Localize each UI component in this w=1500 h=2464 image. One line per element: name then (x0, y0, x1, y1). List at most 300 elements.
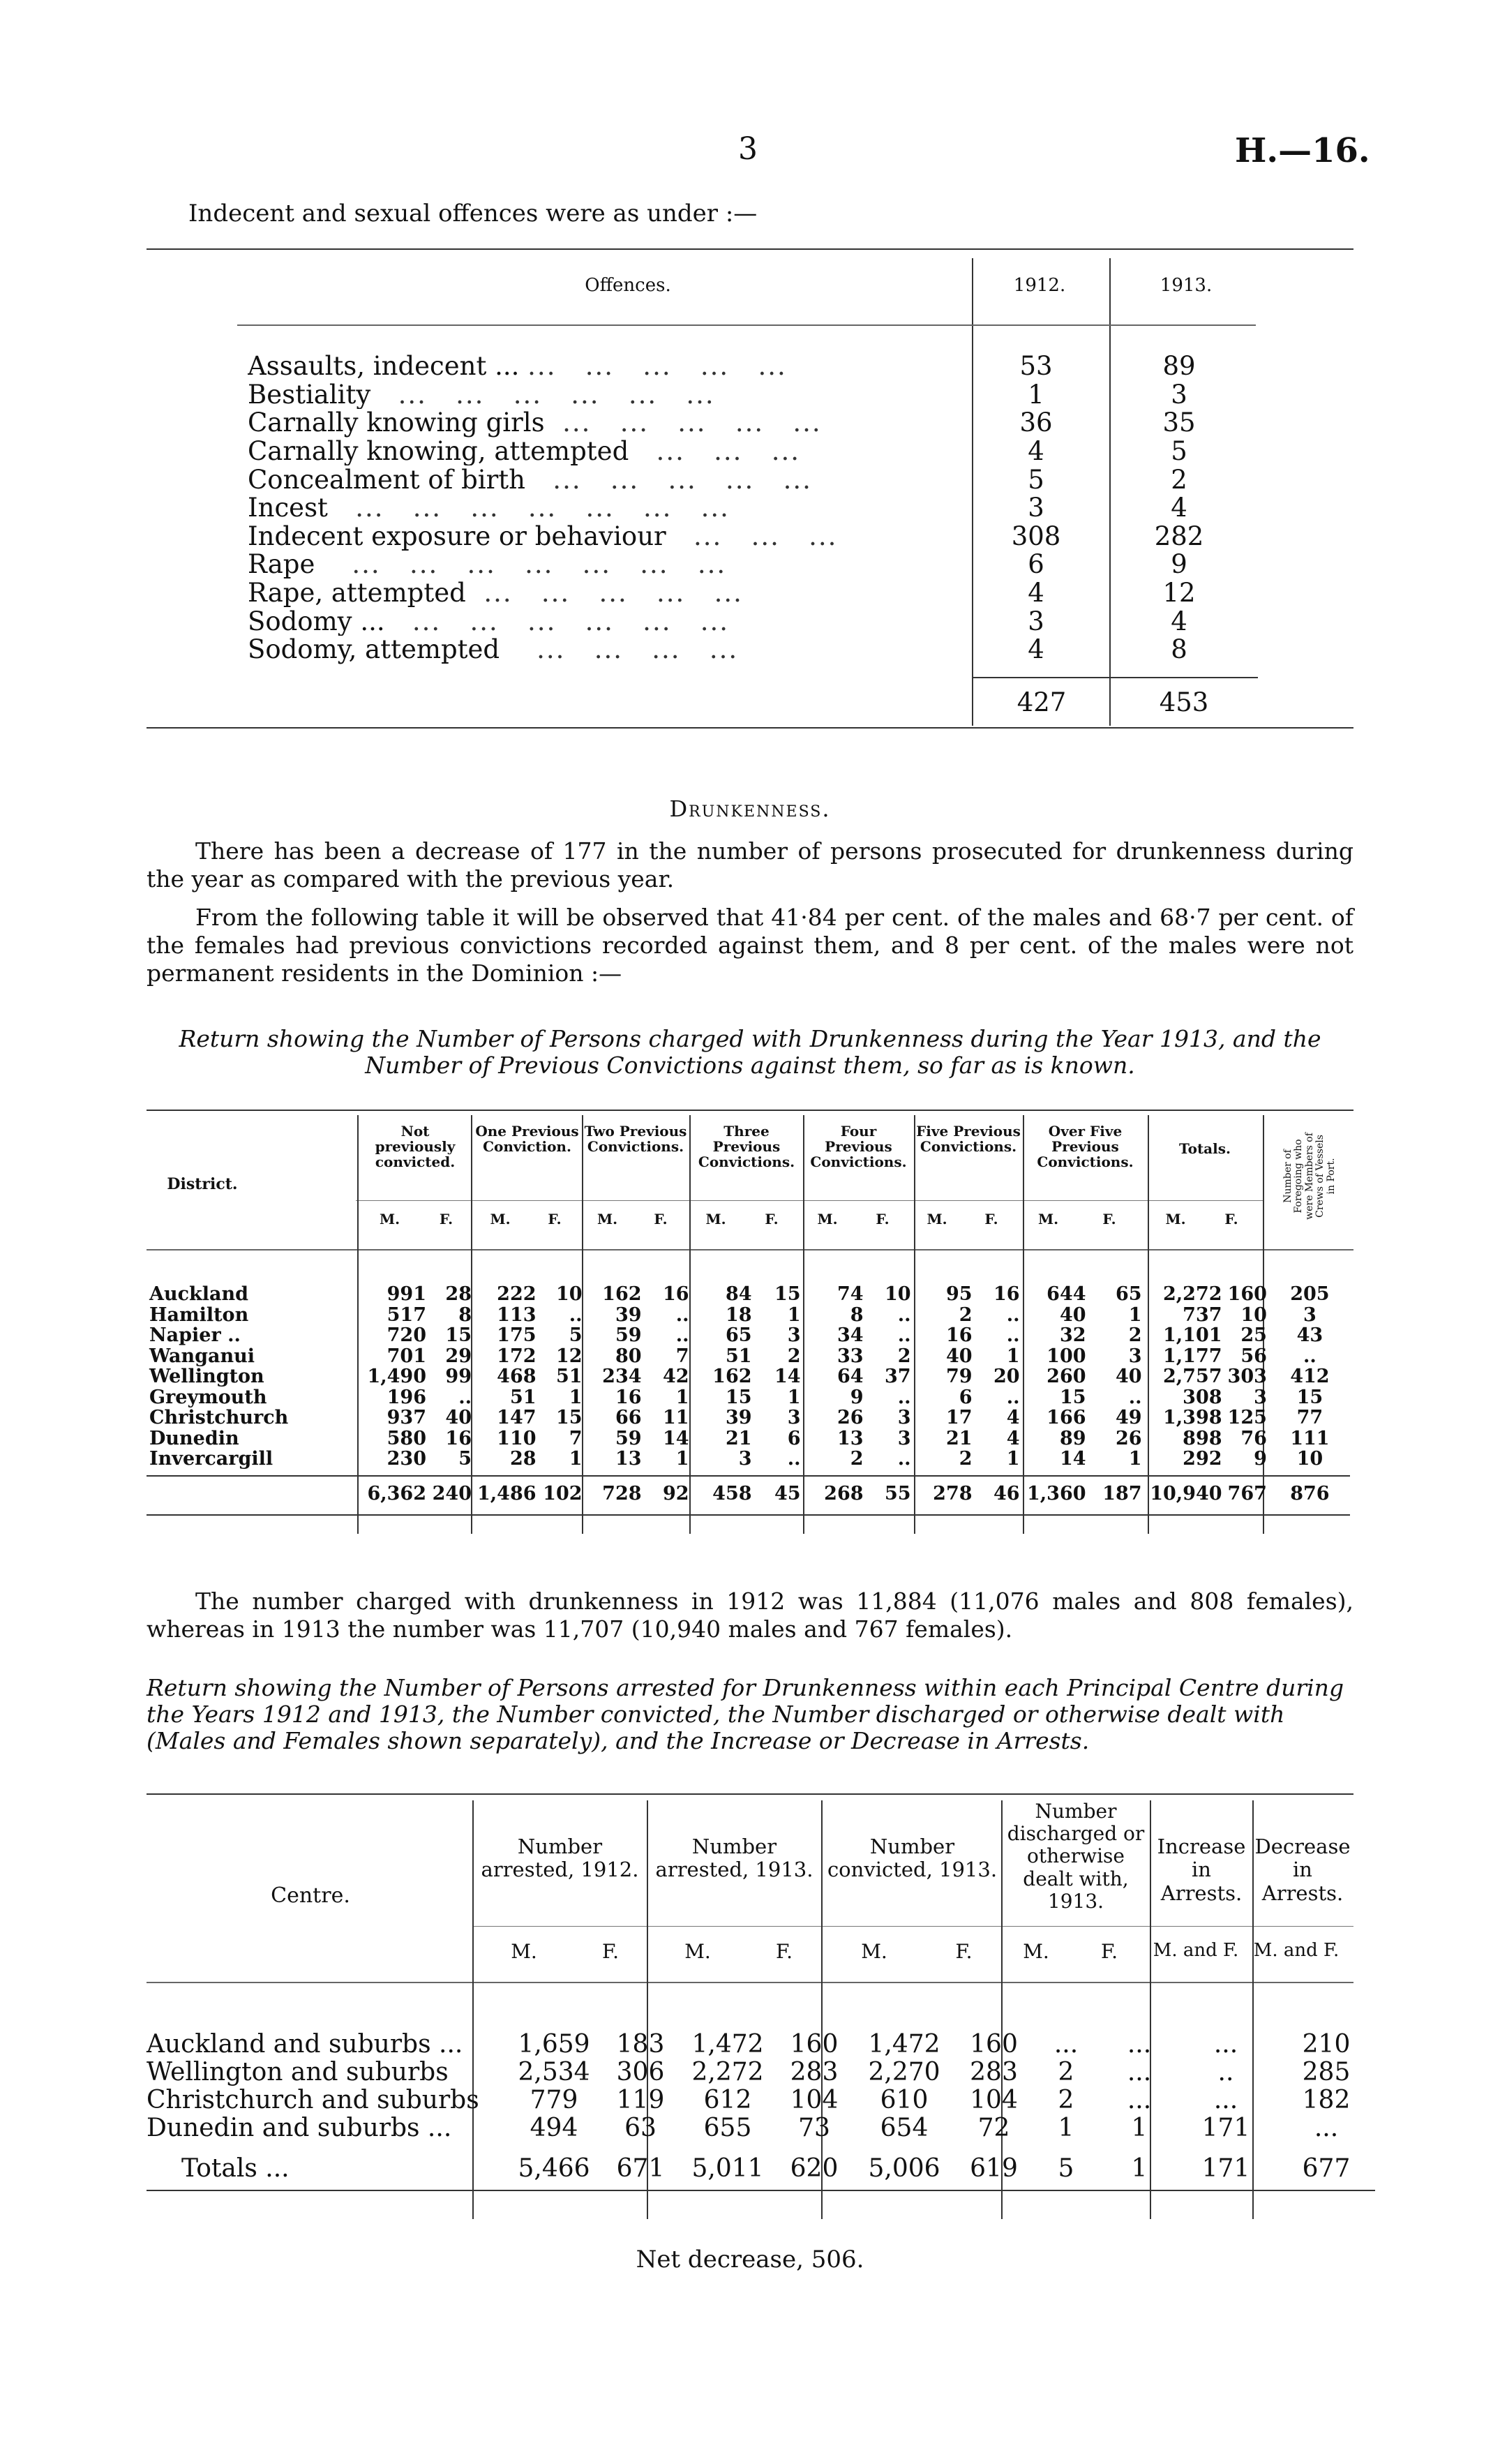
value-1913: 5 (1171, 436, 1187, 467)
table-cell: 205 (1290, 1283, 1330, 1306)
f-header: F. (876, 1211, 890, 1227)
table-cell: 77 (1296, 1407, 1323, 1429)
table-cell: 40 (445, 1407, 472, 1429)
m-header: M. (1037, 1211, 1059, 1227)
value-1913: 2 (1171, 464, 1187, 495)
m-header: M. (379, 1211, 400, 1227)
total-1912: 427 (1017, 687, 1067, 717)
table-cell: 196 (387, 1386, 426, 1408)
offences-header: Offences. (585, 275, 671, 296)
table-cell: 15 (1296, 1386, 1323, 1408)
table-cell: 1 (1131, 2114, 1148, 2142)
total-cell: 767 (1227, 1483, 1267, 1504)
table-cell: 10 (555, 1283, 583, 1306)
table-row (147, 1284, 1350, 1305)
table-cell: 412 (1290, 1366, 1330, 1388)
table-cell: 17 (945, 1407, 973, 1429)
table-cell: 15 (774, 1283, 801, 1306)
table-cell: 104 (970, 2086, 1018, 2114)
table-cell: 2 (897, 1345, 911, 1367)
table-cell: 14 (662, 1427, 689, 1449)
table-cell: 34 (837, 1324, 864, 1347)
table-cell: 2 (1058, 2086, 1074, 2114)
table-cell: 160 (1227, 1283, 1267, 1306)
table-row: Carnally knowing girls ... ... ... ... ... 36 35 (248, 409, 1252, 438)
table-cell: 283 (790, 2058, 839, 2086)
f-header: F. (955, 1940, 973, 1963)
value-1912: 4 (1028, 436, 1044, 467)
table-cell: 76 (1240, 1427, 1267, 1449)
arr1913-header: Number arrested, 1913. (655, 1835, 813, 1882)
table-cell: 1,101 (1163, 1324, 1222, 1347)
m-header: M. (1023, 1940, 1049, 1963)
table-rule (356, 1200, 1263, 1201)
table-row (147, 2031, 1375, 2059)
report-id: H.—16. (1235, 131, 1370, 170)
offence-name: Rape (248, 551, 315, 579)
table-cell: 16 (945, 1324, 973, 1347)
table-cell: 63 (624, 2114, 657, 2142)
table-cell: 182 (1302, 2086, 1351, 2114)
centre-name: Christchurch and suburbs (147, 2086, 479, 2114)
table-cell: 125 (1227, 1407, 1267, 1429)
table-cell: 230 (387, 1448, 426, 1470)
table-cell: 260 (1047, 1366, 1086, 1388)
table-rule (972, 677, 1258, 678)
totals-header: Totals. (1179, 1140, 1231, 1157)
increase-header: Increase in Arrests. (1157, 1835, 1246, 1905)
total-cell: 619 (970, 2154, 1018, 2183)
table-cell: 612 (703, 2086, 752, 2114)
table-cell: 655 (703, 2114, 752, 2142)
table-cell: 937 (387, 1407, 426, 1429)
total-cell: 171 (1201, 2154, 1250, 2183)
table-cell: .. (1006, 1324, 1020, 1347)
table-cell: 1 (675, 1448, 689, 1470)
f-header: F. (654, 1211, 668, 1227)
total-cell: 728 (602, 1483, 642, 1504)
totals-label: Totals ... (181, 2154, 290, 2183)
table-cell: 32 (1059, 1324, 1086, 1347)
table-cell: 10 (1240, 1304, 1267, 1326)
total-cell: 620 (790, 2154, 839, 2183)
one-prev-header: One Previous Conviction. (475, 1123, 579, 1155)
value-1912: 6 (1028, 549, 1044, 580)
three-prev-header: Three Previous Convictions. (698, 1123, 795, 1170)
table-cell: 29 (445, 1345, 472, 1367)
table-cell: 25 (1240, 1324, 1267, 1347)
m-header: M. (597, 1211, 618, 1227)
table-cell: 1,472 (868, 2030, 940, 2059)
table-rule (147, 727, 1353, 729)
crews-header-box (1266, 1120, 1353, 1232)
table-rule (147, 1793, 1353, 1795)
table-cell: 160 (790, 2030, 839, 2059)
m-header: M. (1165, 1211, 1186, 1227)
f-header: F. (548, 1211, 562, 1227)
m-header: M. (511, 1940, 537, 1963)
table-cell: 779 (530, 2086, 578, 2114)
table-cell: ... (1127, 2086, 1152, 2114)
table-row (147, 2114, 1375, 2142)
total-cell: 240 (432, 1483, 472, 1504)
table-cell: 16 (615, 1386, 642, 1408)
table-cell: 43 (1296, 1324, 1323, 1347)
total-cell: 671 (616, 2154, 665, 2183)
total-cell: 6,362 (367, 1483, 426, 1504)
table-cell: 72 (977, 2114, 1010, 2142)
table-cell: 5 (458, 1448, 472, 1470)
table-cell: 2,757 (1163, 1366, 1222, 1388)
table-cell: 222 (497, 1283, 537, 1306)
table-cell: 65 (1115, 1283, 1142, 1306)
f-header: F. (1101, 1940, 1118, 1963)
value-1912: 4 (1028, 634, 1044, 665)
table-cell: 51 (725, 1345, 752, 1367)
table-cell: ... (1127, 2058, 1152, 2086)
table-row: Indecent exposure or behaviour ... ... ... 308 282 (248, 523, 1252, 551)
table-cell: .. (1006, 1304, 1020, 1326)
offence-name: Assaults, indecent ... (248, 352, 520, 381)
mf-header-row (356, 1211, 1263, 1227)
table-cell: 160 (970, 2030, 1018, 2059)
value-1913: 3 (1171, 379, 1187, 410)
m-header: M. (684, 1940, 711, 1963)
table-cell: .. (897, 1386, 911, 1408)
offence-name: Concealment of birth (248, 465, 526, 494)
total-cell: 268 (824, 1483, 864, 1504)
table-cell: 39 (725, 1407, 752, 1429)
table-cell: 580 (387, 1427, 426, 1449)
table-row: Rape ... ... ... ... ... ... ... 6 9 (248, 551, 1252, 579)
table-cell: .. (675, 1304, 689, 1326)
f-header: F. (1102, 1211, 1116, 1227)
table-cell: 3 (897, 1407, 911, 1429)
table-cell: 113 (497, 1304, 537, 1326)
table-cell: ... (1213, 2086, 1238, 2114)
table-cell: 644 (1047, 1283, 1086, 1306)
table-cell: 18 (725, 1304, 752, 1326)
total-1913: 453 (1159, 687, 1209, 717)
arrests-table (147, 2031, 1375, 2191)
table-row (147, 1366, 1350, 1387)
table-cell: 66 (615, 1407, 642, 1429)
offence-name: Indecent exposure or behaviour (248, 522, 666, 551)
district-name: Wanganui (149, 1345, 255, 1367)
crews-header: Number of Foregoing who were Members of Crews of Vessels in Port. (1282, 1132, 1337, 1220)
table-cell: 51 (509, 1386, 537, 1408)
table-cell: 8 (850, 1304, 864, 1326)
total-cell: 45 (774, 1483, 801, 1504)
m-header: M. (927, 1211, 947, 1227)
table-cell: .. (897, 1324, 911, 1347)
value-1913: 4 (1171, 606, 1187, 636)
arr1912-header: Number arrested, 1912. (481, 1835, 639, 1882)
table-cell: 5 (569, 1324, 583, 1347)
table-cell: 15 (1059, 1386, 1086, 1408)
table-cell: 494 (530, 2114, 578, 2142)
section-heading: Drunkenness. (669, 796, 831, 822)
paragraph: There has been a decrease of 177 in the number of persons prosecuted for drunkenness during the year as compared with the previous year. (147, 837, 1353, 893)
table-row: Sodomy, attempted ... ... ... ... 4 8 (248, 636, 1252, 664)
value-1912: 3 (1028, 493, 1044, 523)
table-cell: 56 (1240, 1345, 1267, 1367)
table-cell: 74 (837, 1283, 864, 1306)
offence-name: Bestiality (248, 380, 371, 410)
table-cell: 12 (555, 1345, 583, 1367)
table-cell: 119 (616, 2086, 665, 2114)
table-cell: 898 (1183, 1427, 1222, 1449)
f-header: F. (602, 1940, 619, 1963)
offence-name: Carnally knowing, attempted (248, 437, 629, 466)
table-rule (147, 1110, 1353, 1111)
f-header: F. (984, 1211, 998, 1227)
value-1912: 3 (1028, 606, 1044, 636)
table-cell: 21 (725, 1427, 752, 1449)
table-cell: 79 (945, 1366, 973, 1388)
total-cell: 187 (1102, 1483, 1142, 1504)
table-row: Sodomy ... ... ... ... ... ... ... 3 4 (248, 607, 1252, 636)
drunkenness-table (147, 1284, 1350, 1516)
table-cell: 40 (945, 1345, 973, 1367)
district-name: Wellington (149, 1366, 264, 1388)
table-cell: 3 (897, 1427, 911, 1449)
total-cell: 1,486 (477, 1483, 537, 1504)
table-cell: 2 (1058, 2058, 1074, 2086)
table-cell: 2,272 (1163, 1283, 1222, 1306)
table-cell: 283 (970, 2058, 1018, 2086)
table-cell: .. (1217, 2058, 1234, 2086)
table-cell: 9 (1254, 1448, 1267, 1470)
m-header: M. (861, 1940, 887, 1963)
centre-name: Wellington and suburbs (147, 2058, 449, 2086)
table-cell: 28 (509, 1448, 537, 1470)
table-cell: 11 (662, 1407, 689, 1429)
table-cell: 110 (497, 1427, 537, 1449)
table-row: Bestiality ... ... ... ... ... ... 1 3 (248, 381, 1252, 410)
table-cell: 2 (850, 1448, 864, 1470)
page-number: 3 (738, 131, 758, 167)
table-row (147, 1346, 1350, 1367)
table-cell: 2 (959, 1448, 973, 1470)
table-cell: 1 (1128, 1304, 1142, 1326)
value-1913: 9 (1171, 549, 1187, 580)
table-cell: 4 (1006, 1407, 1020, 1429)
table-cell: 89 (1059, 1427, 1086, 1449)
centre-name: Auckland and suburbs ... (147, 2030, 463, 2059)
table-cell: ... (1314, 2114, 1339, 2142)
table-cell: 1 (675, 1386, 689, 1408)
table-cell: 59 (615, 1427, 642, 1449)
conv1913-header: Number convicted, 1913. (827, 1835, 998, 1882)
table-cell: 33 (837, 1345, 864, 1367)
value-1913: 12 (1162, 578, 1196, 608)
table-cell: 2 (787, 1345, 801, 1367)
table-cell: 13 (837, 1427, 864, 1449)
total-cell: 102 (543, 1483, 583, 1504)
two-prev-header: Two Previous Convictions. (584, 1123, 687, 1155)
value-1912: 5 (1028, 464, 1044, 495)
table-cell: 303 (1227, 1366, 1267, 1388)
table-cell: 162 (712, 1366, 752, 1388)
value-1912: 36 (1019, 408, 1053, 438)
f-header: F. (1224, 1211, 1238, 1227)
table-cell: 59 (615, 1324, 642, 1347)
table-row (147, 1428, 1350, 1449)
table-cell: 8 (458, 1304, 472, 1326)
not-prev-header: Not previously convicted. (375, 1123, 456, 1170)
table-cell: 13 (615, 1448, 642, 1470)
table-cell: 15 (555, 1407, 583, 1429)
total-cell: 46 (993, 1483, 1020, 1504)
total-cell: 92 (662, 1483, 689, 1504)
table-cell: 210 (1302, 2030, 1351, 2059)
value-1912: 4 (1028, 578, 1044, 608)
table-cell: 1 (569, 1386, 583, 1408)
table-row: Incest ... ... ... ... ... ... ... 3 4 (248, 494, 1252, 523)
m-header: M. (817, 1211, 838, 1227)
table-cell: 610 (880, 2086, 929, 2114)
table-cell: 40 (1059, 1304, 1086, 1326)
table-cell: 7 (569, 1427, 583, 1449)
f-header: F. (776, 1940, 793, 1963)
total-cell: 5 (1058, 2154, 1074, 2183)
table-cell: 183 (616, 2030, 665, 2059)
table-cell: 166 (1047, 1407, 1086, 1429)
paragraph: The number charged with drunkenness in 1912 was 11,884 (11,076 males and 808 females), whereas in 1913 the number was 11,707 (10,940 males and 767 females). (147, 1588, 1353, 1643)
total-cell: 5,006 (868, 2154, 940, 2183)
table-cell: 308 (1183, 1386, 1222, 1408)
total-cell: 1 (1131, 2154, 1148, 2183)
table-cell: 7 (675, 1345, 689, 1367)
table-cell: 40 (1115, 1366, 1142, 1388)
table-cell: 701 (387, 1345, 426, 1367)
offence-name: Incest (248, 493, 328, 523)
table-row (147, 1408, 1350, 1428)
table-cell: 3 (1128, 1345, 1142, 1367)
table-cell: 2 (959, 1304, 973, 1326)
table-row: Concealment of birth ... ... ... ... ... 5 2 (248, 465, 1252, 494)
table-cell: 3 (1254, 1386, 1267, 1408)
table-cell: 1 (1058, 2114, 1074, 2142)
table-cell: 111 (1290, 1427, 1330, 1449)
paragraph: From the following table it will be observed that 41·84 per cent. of the males and 68·7 per cent. of the females had previous convictions recorded against them, and 8 per cent. of the males were not permanent residents in the Dominion :— (147, 904, 1353, 987)
offence-name: Rape, attempted (248, 578, 466, 608)
table-cell: 14 (1059, 1448, 1086, 1470)
table-cell: 3 (787, 1407, 801, 1429)
table-cell: .. (1128, 1386, 1142, 1408)
table-cell: 1,472 (691, 2030, 764, 2059)
table-rule (147, 1982, 1353, 1983)
table-rule (472, 1926, 1353, 1927)
table-cell: 26 (1115, 1427, 1142, 1449)
table-cell: 468 (497, 1366, 537, 1388)
table-cell: 285 (1302, 2058, 1351, 2086)
table-cell: 99 (445, 1366, 472, 1388)
district-name: Invercargill (149, 1448, 273, 1470)
district-header: District. (167, 1175, 238, 1193)
table-cell: 95 (945, 1283, 973, 1306)
table-cell: 16 (993, 1283, 1020, 1306)
table-cell: .. (675, 1324, 689, 1347)
total-cell: 677 (1302, 2154, 1351, 2183)
total-cell: 55 (884, 1483, 911, 1504)
value-1913: 89 (1162, 351, 1196, 382)
table-cell: 991 (387, 1283, 426, 1306)
totals-label (147, 1476, 361, 1511)
table-cell: 64 (837, 1366, 864, 1388)
table-cell: 80 (615, 1345, 642, 1367)
table-cell: 15 (725, 1386, 752, 1408)
table-cell: 14 (774, 1366, 801, 1388)
table-cell: 292 (1183, 1448, 1222, 1470)
table-cell: 3 (787, 1324, 801, 1347)
table-row (147, 2086, 1375, 2114)
district-name: Hamilton (149, 1304, 249, 1326)
table-cell: 3 (738, 1448, 752, 1470)
table-title: Return showing the Number of Persons charged with Drunkenness during the Year 1913, and the Number of Previous Convictions against them, so far as is known. (179, 1025, 1321, 1079)
f-header: F. (765, 1211, 779, 1227)
table-row (147, 1305, 1350, 1326)
table-cell: .. (897, 1304, 911, 1326)
decrease-header: Decrease in Arrests. (1254, 1835, 1351, 1905)
table-cell: .. (1303, 1345, 1317, 1367)
table-cell: 104 (790, 2086, 839, 2114)
table-cell: 21 (945, 1427, 973, 1449)
district-name: Napier .. (149, 1324, 241, 1347)
value-1912: 53 (1019, 351, 1053, 382)
district-name: Christchurch (149, 1407, 289, 1429)
total-cell: 5,011 (691, 2154, 764, 2183)
offence-name: Carnally knowing girls (248, 409, 545, 438)
table-rule (237, 324, 1256, 326)
table-cell: 73 (798, 2114, 830, 2142)
table-row: Assaults, indecent ... ... ... ... ... ... 53 89 (248, 352, 1252, 381)
mf-header: M. and F. (1253, 1940, 1340, 1961)
table-cell: 6 (787, 1427, 801, 1449)
year-1913-header: 1913. (1160, 275, 1213, 296)
disch1913-header: Number discharged or otherwise dealt with, 1913. (1007, 1800, 1145, 1913)
five-prev-header: Five Previous Convictions. (916, 1123, 1021, 1155)
table-cell: 175 (497, 1324, 537, 1347)
table-cell: 1 (787, 1304, 801, 1326)
arrests-mf-header-row (472, 1940, 1345, 1963)
total-cell: 10,940 (1150, 1483, 1222, 1504)
table-cell: 26 (837, 1407, 864, 1429)
total-cell: 1,360 (1027, 1483, 1086, 1504)
over-five-header: Over Five Previous Convictions. (1037, 1123, 1134, 1170)
table-cell: 172 (497, 1345, 537, 1367)
table-cell: 147 (497, 1407, 537, 1429)
totals-row (147, 2155, 1375, 2183)
table-cell: 49 (1115, 1407, 1142, 1429)
centre-name: Dunedin and suburbs ... (147, 2114, 452, 2142)
district-name: Dunedin (149, 1427, 239, 1449)
year-1912-header: 1912. (1013, 275, 1066, 296)
totals-row (147, 1476, 1350, 1511)
table-cell: 1,398 (1163, 1407, 1222, 1429)
district-name: Auckland (149, 1283, 248, 1306)
offences-table (248, 352, 1252, 664)
table-cell: 15 (445, 1324, 472, 1347)
table-row: Carnally knowing, attempted ... ... ... 4 5 (248, 438, 1252, 466)
m-header: M. (705, 1211, 726, 1227)
table-cell: ... (1213, 2030, 1238, 2059)
table-cell: 65 (725, 1324, 752, 1347)
table-cell: 2,272 (691, 2058, 764, 2086)
value-1912: 308 (1011, 521, 1061, 551)
spacer-row (147, 1511, 1350, 1515)
